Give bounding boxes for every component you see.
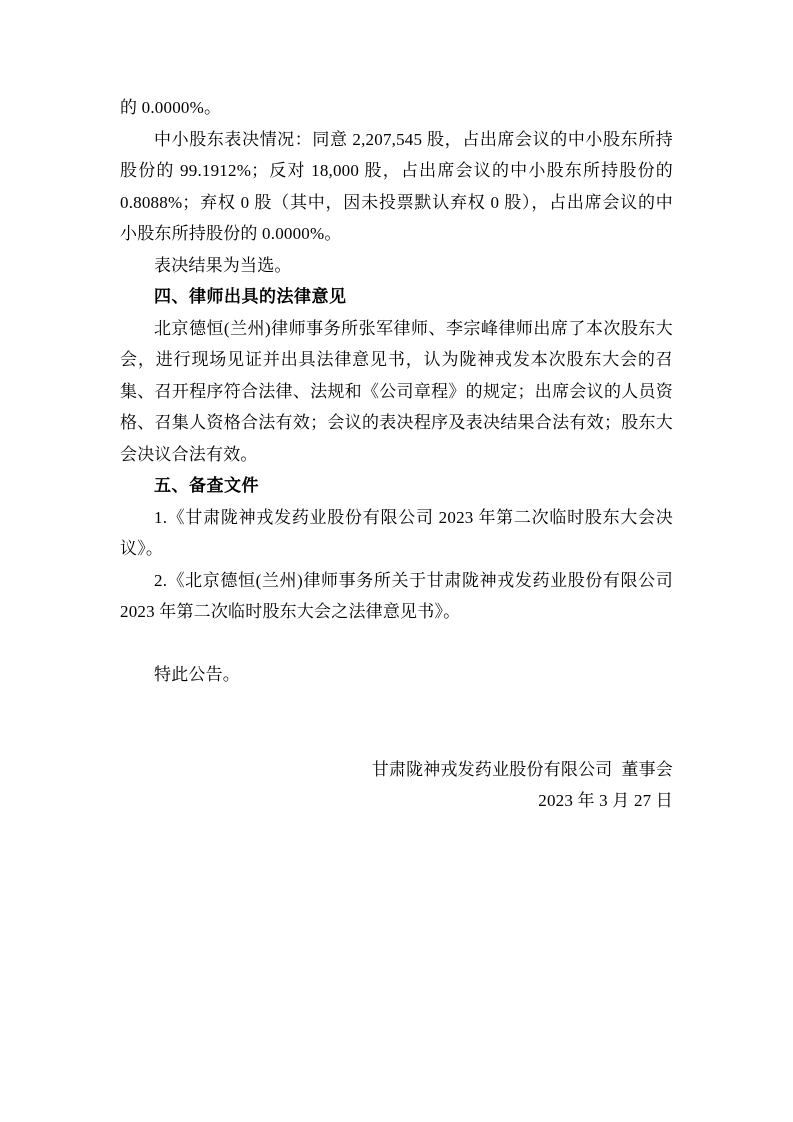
blank-lines-spacer [120,691,673,754]
signature-company-board: 甘肃陇神戎发药业股份有限公司 董事会 [371,759,673,779]
section-heading-reference-documents: 五、备查文件 [154,476,259,495]
legal-opinion-paragraph: 北京德恒(兰州)律师事务所张军律师、李宗峰律师出席了本次股东大会，进行现场见证并出具法律意见书，认为陇神戎发本次股东大会的召集、召开程序符合法律、法规和《公司章程》的规定；出席会议的人员资格、召集人资格合法有效；会议的表决程序及表决结果合法有效；股东大会决议合法有效。 [120,318,673,464]
reference-document-item-2: 2.《北京德恒(兰州)律师事务所关于甘肃陇神戎发药业股份有限公司 2023 年第二次临时股东大会之法律意见书》。 [120,570,673,621]
section-heading-legal-opinion: 四、律师出具的法律意见 [154,287,347,306]
continuation-line: 的 0.0000%。 [120,98,222,117]
reference-document-item-1: 1.《甘肃陇神戎发药业股份有限公司 2023 年第二次临时股东大会决议》。 [120,507,673,558]
minority-shareholder-vote-paragraph: 中小股东表决情况：同意 2,207,545 股，占出席会议的中小股东所持股份的 99.1912%；反对 18,000 股，占出席会议的中小股东所持股份的 0.8088%；弃权 0 股（其中，因未投票默认弃权 0 股），占出席会议的中小股东所持股份的 0.0000%。 [120,129,673,243]
document-text-block [120,92,673,817]
vote-result-line: 表决结果为当选。 [154,255,292,275]
closing-announcement-line: 特此公告。 [154,665,240,684]
signature-date: 2023 年 3 月 27 日 [538,791,673,810]
blank-line-spacer [120,628,673,660]
